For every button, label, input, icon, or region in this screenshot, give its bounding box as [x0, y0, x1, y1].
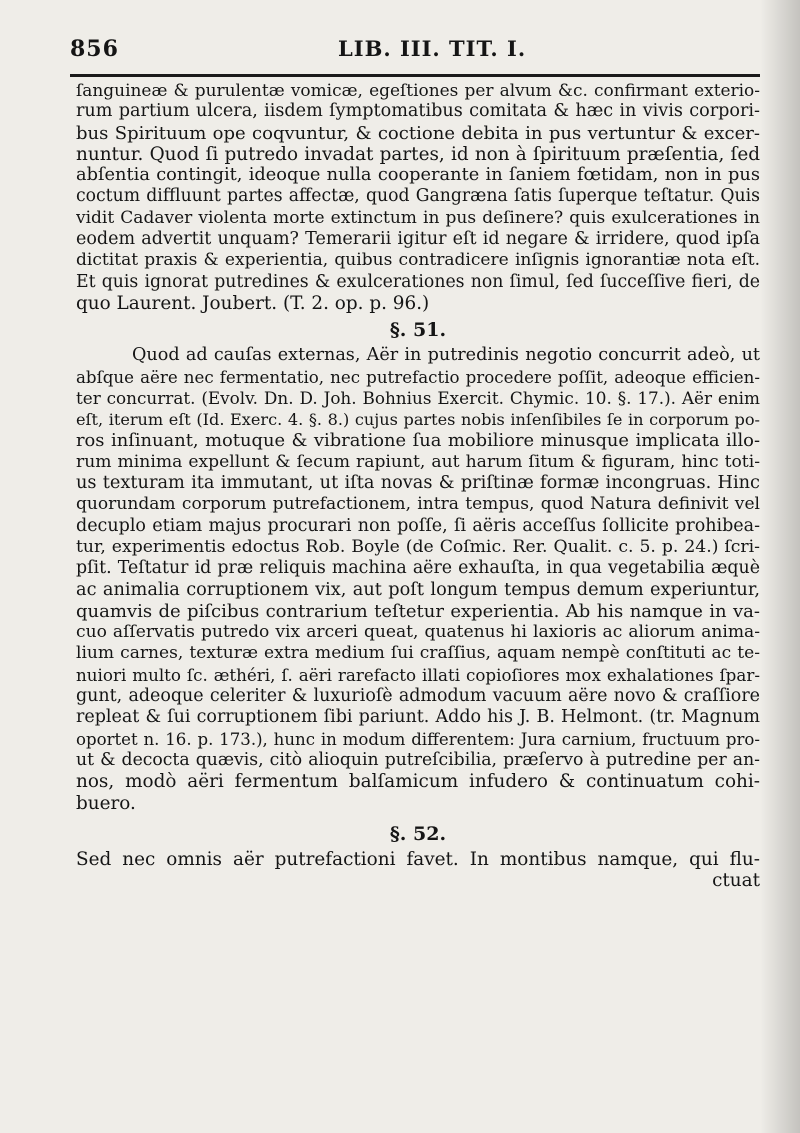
running-head: LIB. III. TIT. I. [338, 36, 527, 61]
text-line: gunt, adeoque celeriter & luxurioſè admodum vacuum aëre novo & craſſiore [76, 686, 760, 707]
text-line: lium carnes, texturæ extra medium ſui craſſius, aquam nempè conſtituti ac te- [76, 643, 760, 664]
text-line: eodem advertit unquam? Temerarii igitur eſt id negare & irridere, quod ipſa [76, 229, 760, 250]
page-header [70, 36, 760, 72]
text-line: repleat & ſui corruptionem ſibi pariunt. Addo his J. B. Helmont. (tr. Magnum [76, 707, 760, 728]
text-line: decuplo etiam majus procurari non poſſe, ſi aëris acceſſus ſollicite prohibea- [76, 515, 760, 536]
text-line: ros inſinuant, motuque & vibratione ſua mobiliore minusque implicata illo- [76, 430, 760, 452]
text-line: buero. [76, 792, 136, 814]
text-line: quorundam corporum putrefactionem, intra tempus, quod Natura definivit vel [76, 494, 760, 515]
text-line: abſque aëre nec fermentatio, nec putrefactio procedere poſſit, adeoque efficien- [76, 367, 760, 387]
text-line: quamvis de piſcibus contrarium teſtetur experientia. Ab his namque in va- [76, 600, 760, 622]
page-number: 856 [70, 36, 119, 62]
section-continuation [76, 80, 760, 314]
text-line: Sed nec omnis aër putrefactioni favet. In montibus namque, qui flu- [76, 848, 760, 870]
text-line: nuntur. Quod ſi putredo invadat partes, id non à ſpirituum præſentia, ſed [76, 143, 760, 165]
text-line: dictitat praxis & experientia, quibus contradicere inſignis ignorantiæ nota eſt. [76, 250, 760, 271]
section-52 [76, 849, 760, 892]
text-line: nuiori multo ſc. æthéri, ſ. aëri rarefacto illati copioſiores mox exhalationes ſpar- [76, 664, 760, 685]
text-line: coctum diffluunt partes affectæ, quod Gangræna ſatis ſuperque teſtatur. Quis [76, 186, 760, 207]
text-line: nos, modò aëri fermentum balſamicum infudero & continuatum cohi- [76, 771, 760, 793]
text-line: vidit Cadaver violenta morte extinctum in pus deſinere? quis exulcerationes in [76, 207, 760, 228]
text-line: oportet n. 16. p. 173.), hunc in modum differentem: Jura carnium, fructuum pro- [76, 729, 760, 749]
catchword: ctuat [712, 870, 760, 892]
text-line: bus Spirituum ope coqvuntur, & coctione debita in pus vertuntur & excer- [76, 122, 760, 144]
text-line: cuo aſſervatis putredo vix arceri queat, quatenus hi laxioris ac aliorum anima- [76, 622, 760, 643]
section-51 [76, 345, 760, 814]
text-line: pſit. Teſtatur id præ reliquis machina aëre exhauſta, in qua vegetabilia æquè [76, 558, 760, 579]
text-line: tur, experimentis edoctus Rob. Boyle (de Coſmic. Rer. Qualit. c. 5. p. 24.) ſcri- [76, 536, 760, 557]
text-line: eſt, iterum eſt (Id. Exerc. 4. §. 8.) cujus partes nobis inſenſibiles ſe in corporum po- [76, 410, 760, 430]
scan-edge-shadow [760, 0, 800, 1133]
text-line: Et quis ignorat putredines & exulcerationes non ſimul, ſed ſucceſſive fieri, de [76, 271, 760, 292]
text-line: ſanguineæ & purulentæ vomicæ, egeſtiones per alvum &c. confirmant exterio- [76, 80, 760, 100]
text-line: Quod ad cauſas externas, Aër in putredinis negotio concurrit adeò, ut [132, 345, 760, 366]
page-body [76, 80, 760, 891]
text-line: us texturam ita immutant, ut iſta novas & priſtinæ formæ incongruas. Hinc [76, 473, 760, 494]
header-rule [70, 74, 760, 77]
text-line: abſentia contingit, ideoque nulla cooperante in ſaniem fœtidam, non in pus [76, 165, 760, 186]
text-line: quo Laurent. Joubert. (T. 2. op. p. 96.) [76, 292, 430, 314]
text-line: rum partium ulcera, iisdem ſymptomatibus comitata & hæc in vivis corpori- [76, 101, 760, 122]
text-line: ac animalia corruptionem vix, aut poſt longum tempus demum experiuntur, [76, 579, 760, 600]
text-line: ut & decocta quævis, citò alioquin putreſcibilia, præſervo à putredine per an- [76, 749, 760, 770]
section-heading-52: §. 52. [389, 822, 447, 845]
text-line: rum minima expellunt & ſecum rapiunt, aut harum ſitum & figuram, hinc toti- [76, 451, 760, 472]
section-heading-51: §. 51. [389, 319, 447, 342]
text-line: ter concurrat. (Evolv. Dn. D. Joh. Bohnius Exercit. Chymic. 10. §. 17.). Aër enim [76, 387, 760, 408]
